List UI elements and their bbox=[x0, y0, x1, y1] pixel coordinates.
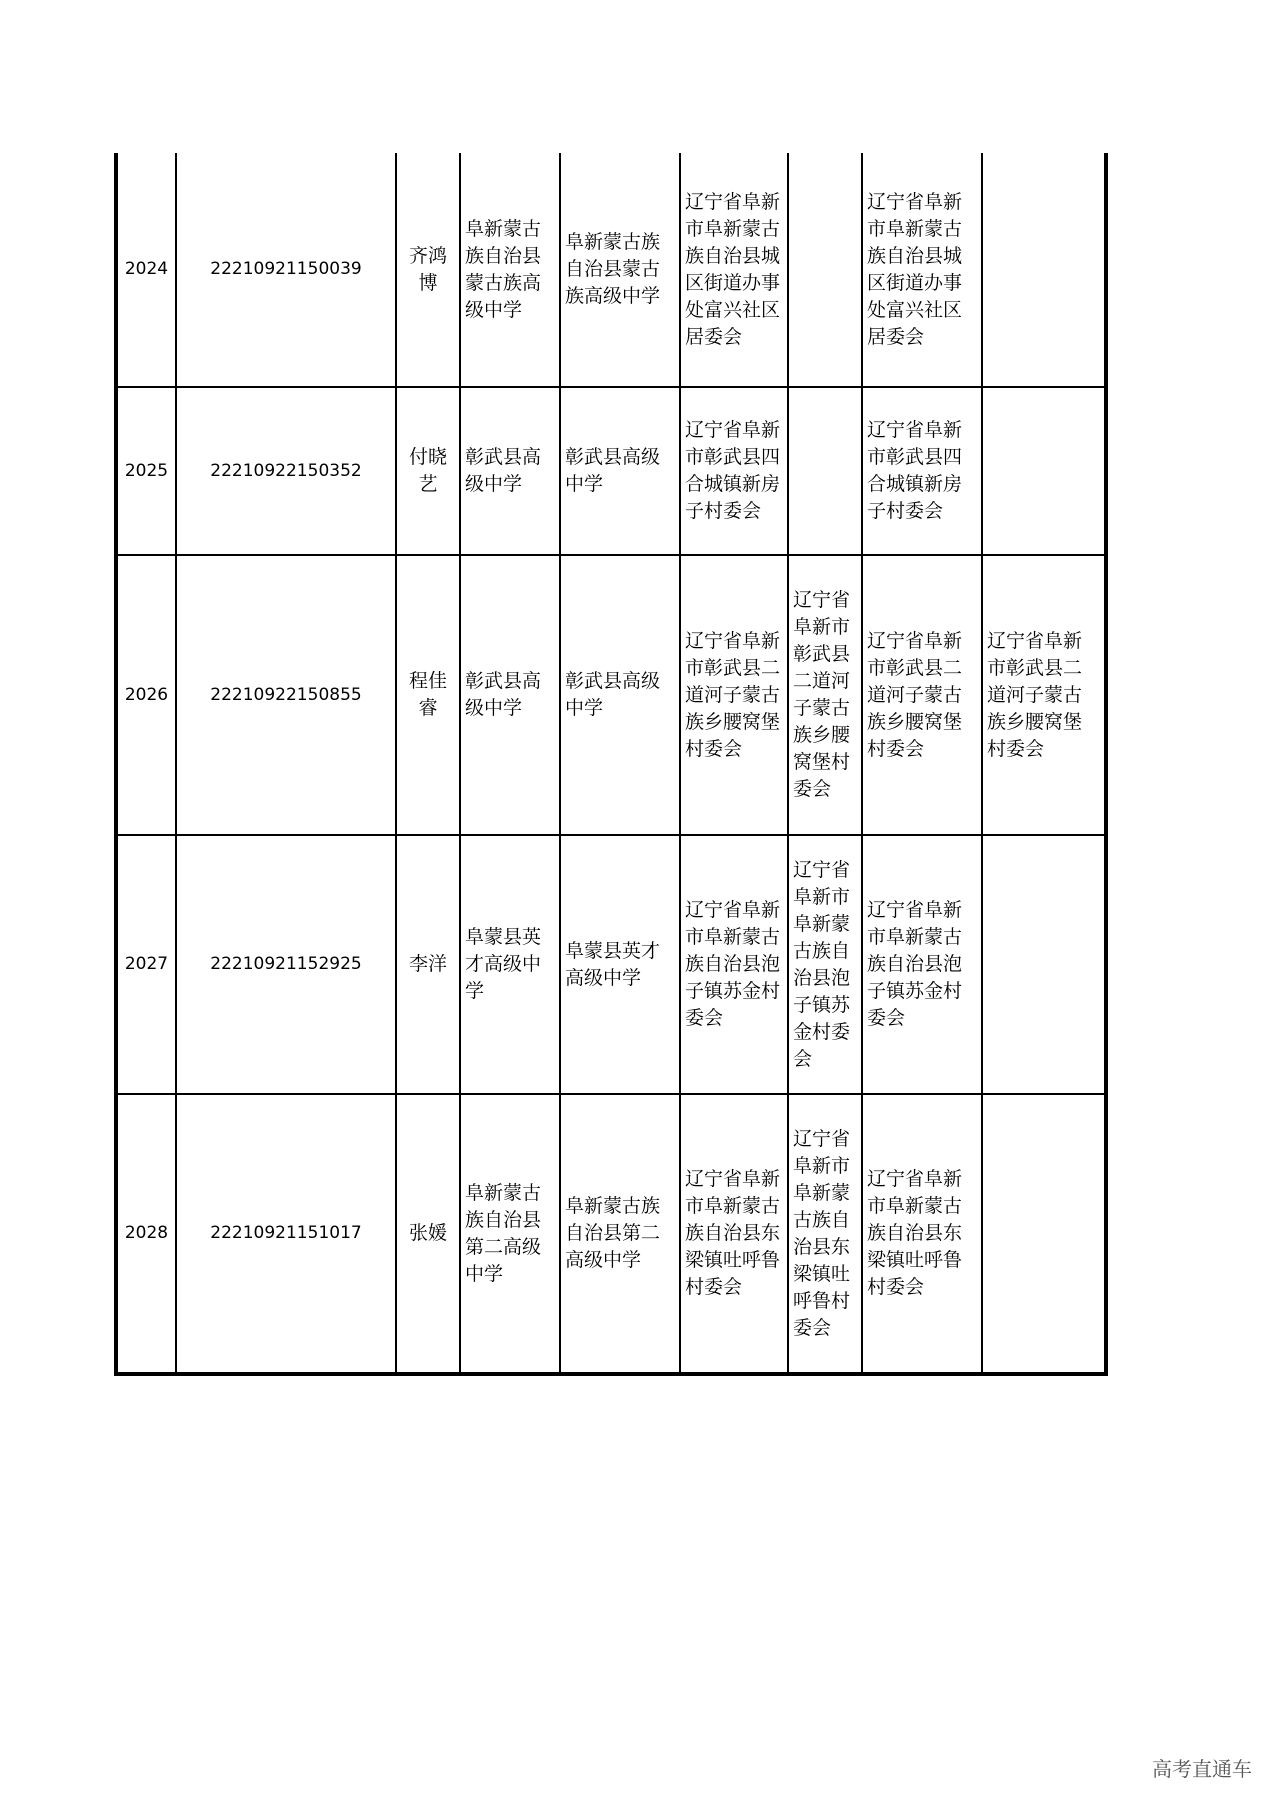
student-table bbox=[114, 153, 1108, 1376]
row-number: 2025 bbox=[116, 387, 176, 555]
address-cell-1: 辽宁省阜新市阜新蒙古族自治县东梁镇吐呼鲁村委会 bbox=[680, 1094, 788, 1374]
address-cell-1: 辽宁省阜新市阜新蒙古族自治县泡子镇苏金村委会 bbox=[680, 835, 788, 1094]
school-cell: 彰武县高级中学 bbox=[460, 555, 560, 835]
table-row bbox=[116, 835, 1106, 1094]
school-cell: 阜新蒙古族自治县蒙古族高级中学 bbox=[460, 153, 560, 387]
address-cell-1: 辽宁省阜新市彰武县二道河子蒙古族乡腰窝堡村委会 bbox=[680, 555, 788, 835]
address-cell-3: 辽宁省阜新市阜新蒙古族自治县东梁镇吐呼鲁村委会 bbox=[862, 1094, 982, 1374]
exam-id: 22210921150039 bbox=[176, 153, 396, 387]
address-cell-3: 辽宁省阜新市彰武县二道河子蒙古族乡腰窝堡村委会 bbox=[862, 555, 982, 835]
exam-id: 22210921152925 bbox=[176, 835, 396, 1094]
address-cell-4 bbox=[982, 1094, 1106, 1374]
address-cell-4 bbox=[982, 153, 1106, 387]
address-cell-2: 辽宁省阜新市阜新蒙古族自治县东梁镇吐呼鲁村委会 bbox=[788, 1094, 862, 1374]
school-cell-2: 彰武县高级中学 bbox=[560, 387, 680, 555]
student-name: 李洋 bbox=[396, 835, 460, 1094]
row-number: 2026 bbox=[116, 555, 176, 835]
exam-id: 22210922150855 bbox=[176, 555, 396, 835]
student-name: 张媛 bbox=[396, 1094, 460, 1374]
address-cell-1: 辽宁省阜新市阜新蒙古族自治县城区街道办事处富兴社区居委会 bbox=[680, 153, 788, 387]
address-cell-4: 辽宁省阜新市彰武县二道河子蒙古族乡腰窝堡村委会 bbox=[982, 555, 1106, 835]
address-cell-2: 辽宁省阜新市阜新蒙古族自治县泡子镇苏金村委会 bbox=[788, 835, 862, 1094]
school-cell: 阜新蒙古族自治县第二高级中学 bbox=[460, 1094, 560, 1374]
student-name: 齐鸿博 bbox=[396, 153, 460, 387]
table-row bbox=[116, 555, 1106, 835]
exam-id: 22210922150352 bbox=[176, 387, 396, 555]
school-cell-2: 阜蒙县英才高级中学 bbox=[560, 835, 680, 1094]
student-name: 付晓艺 bbox=[396, 387, 460, 555]
address-cell-3: 辽宁省阜新市阜新蒙古族自治县泡子镇苏金村委会 bbox=[862, 835, 982, 1094]
school-cell: 彰武县高级中学 bbox=[460, 387, 560, 555]
watermark: 高考直通车 bbox=[1152, 1757, 1252, 1781]
address-cell-2 bbox=[788, 387, 862, 555]
row-number: 2027 bbox=[116, 835, 176, 1094]
student-name: 程佳睿 bbox=[396, 555, 460, 835]
table-row bbox=[116, 387, 1106, 555]
table-row bbox=[116, 153, 1106, 387]
school-cell-2: 阜新蒙古族自治县蒙古族高级中学 bbox=[560, 153, 680, 387]
exam-id: 22210921151017 bbox=[176, 1094, 396, 1374]
table-row bbox=[116, 1094, 1106, 1374]
school-cell-2: 彰武县高级中学 bbox=[560, 555, 680, 835]
address-cell-2 bbox=[788, 153, 862, 387]
address-cell-3: 辽宁省阜新市彰武县四合城镇新房子村委会 bbox=[862, 387, 982, 555]
row-number: 2028 bbox=[116, 1094, 176, 1374]
address-cell-4 bbox=[982, 835, 1106, 1094]
address-cell-4 bbox=[982, 387, 1106, 555]
school-cell-2: 阜新蒙古族自治县第二高级中学 bbox=[560, 1094, 680, 1374]
row-number: 2024 bbox=[116, 153, 176, 387]
address-cell-2: 辽宁省阜新市彰武县二道河子蒙古族乡腰窝堡村委会 bbox=[788, 555, 862, 835]
school-cell: 阜蒙县英才高级中学 bbox=[460, 835, 560, 1094]
address-cell-3: 辽宁省阜新市阜新蒙古族自治县城区街道办事处富兴社区居委会 bbox=[862, 153, 982, 387]
address-cell-1: 辽宁省阜新市彰武县四合城镇新房子村委会 bbox=[680, 387, 788, 555]
